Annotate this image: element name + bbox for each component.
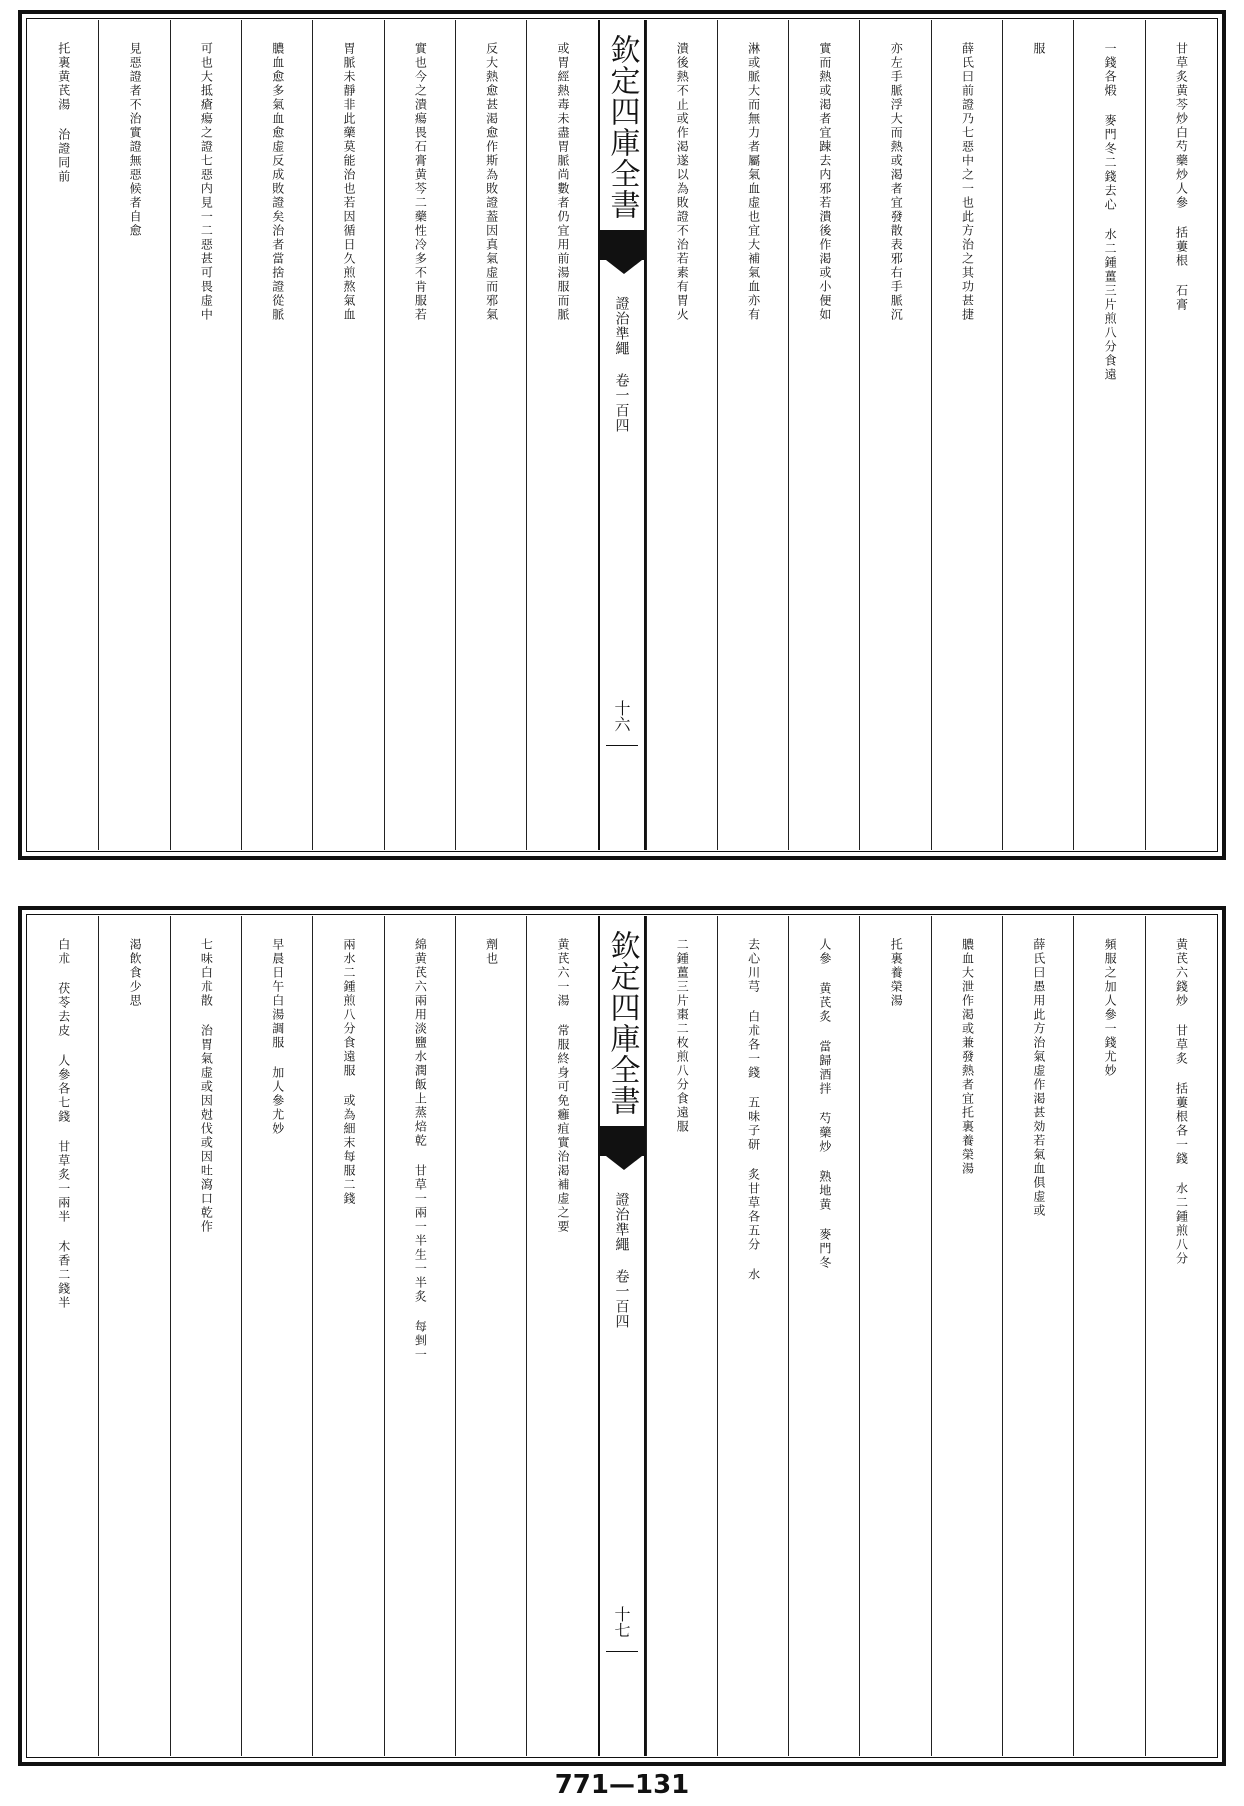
- text-column: 渇飲食少思: [98, 916, 169, 1756]
- text-column: 七味白朮散 治胃氣虚或因尅伐或因吐瀉口乾作: [170, 916, 241, 1756]
- top-columns: [28, 20, 1216, 850]
- text-column: 黄芪六一湯 常服終身可免癰疽實治渇補虚之要: [526, 916, 597, 1756]
- fish-tail-mark: [600, 230, 644, 260]
- text-column: 甘草炙黄芩炒白芍藥炒人參 括蔞根 石膏: [1145, 20, 1216, 850]
- fish-tail-mark: [600, 1126, 644, 1156]
- text-column: 潰後熱不止或作渇遂以為敗證不治若素有胃火: [646, 20, 717, 850]
- text-column: 實而熱或渇者宜踈去内邪若潰後作渇或小便如: [788, 20, 859, 850]
- text-column: 反大熱愈甚渇愈作斯為敗證葢因真氣虚而邪氣: [455, 20, 526, 850]
- fold-margin: [598, 20, 646, 850]
- bottom-half-page: [18, 906, 1226, 1766]
- fold-page-number: 十七: [612, 1606, 631, 1638]
- top-half-page: [18, 10, 1226, 860]
- text-column: 托裏養榮湯: [859, 916, 930, 1756]
- text-column: 淋或脈大而無力者屬氣血虚也宜大補氣血亦有: [717, 20, 788, 850]
- page-number: 771—131: [554, 1770, 690, 1800]
- text-column: 或胃經熱毒未盡胃脈尚數者仍宜用前湯服而脈: [526, 20, 597, 850]
- fold-rule: [606, 745, 638, 746]
- text-column: 綿黄芪六兩用淡鹽水潤飯上蒸焙乾 甘草一兩一半生一半炙 每剉一: [384, 916, 455, 1756]
- text-column: 膿血大泄作渇或兼發熱者宜托裏養榮湯: [931, 916, 1002, 1756]
- text-column: 二鍾薑三片棗二枚煎八分食遠服: [646, 916, 717, 1756]
- fold-margin: [598, 916, 646, 1756]
- fold-subtitle: 證治準繩 卷一百四: [613, 1192, 630, 1329]
- text-column: 見惡證者不治實證無惡候者自愈: [98, 20, 169, 850]
- bottom-columns: [28, 916, 1216, 1756]
- text-column: 兩水二鍾煎八分食遠服 或為細末每服二錢: [312, 916, 383, 1756]
- fold-page-number: 十六: [612, 700, 631, 732]
- fold-title: 欽定四庫全書: [604, 34, 640, 220]
- text-column: 人參 黄芪炙 當歸酒拌 芍藥炒 熟地黄 麥門冬: [788, 916, 859, 1756]
- text-column: 黄芪六錢炒 甘草炙 括蔞根各一錢 水二鍾煎八分: [1145, 916, 1216, 1756]
- text-column: 頻服之加人參一錢尤妙: [1073, 916, 1144, 1756]
- fold-subtitle: 證治準繩 卷一百四: [613, 296, 630, 433]
- text-column: 亦左手脈浮大而熱或渇者宜發散表邪右手脈沉: [859, 20, 930, 850]
- text-column: 一錢各煅 麥門冬二錢去心 水二鍾薑三片煎八分食遠: [1073, 20, 1144, 850]
- text-column: 薛氏曰前證乃七惡中之一也此方治之其功甚捷: [931, 20, 1002, 850]
- text-column: 去心川芎 白朮各一錢 五味子研 炙甘草各五分 水: [717, 916, 788, 1756]
- text-column: 早晨日午白湯調服 加人參尤妙: [241, 916, 312, 1756]
- text-column: 劑也: [455, 916, 526, 1756]
- fold-rule: [606, 1651, 638, 1652]
- fold-title: 欽定四庫全書: [604, 930, 640, 1116]
- text-column: 服: [1002, 20, 1073, 850]
- text-column: 膿血愈多氣血愈虚反成敗證矣治者當捨證從脈: [241, 20, 312, 850]
- text-column: 托裏黄芪湯 治證同前: [56, 42, 71, 184]
- text-column: 實也今之潰瘍畏石膏黄芩二藥性冷多不肯服若: [384, 20, 455, 850]
- text-column: 薛氏曰愚用此方治氣虚作渇甚効若氣血俱虚或: [1002, 916, 1073, 1756]
- text-column: 胃脈未靜非此藥莫能治也若因循日久煎熬氣血: [312, 20, 383, 850]
- text-column: 可也大抵瘡瘍之證七惡内見一二惡甚可畏虚中: [170, 20, 241, 850]
- text-column: 白朮 茯苓去皮 人參各七錢 甘草炙一兩半 木香二錢半: [56, 938, 71, 1310]
